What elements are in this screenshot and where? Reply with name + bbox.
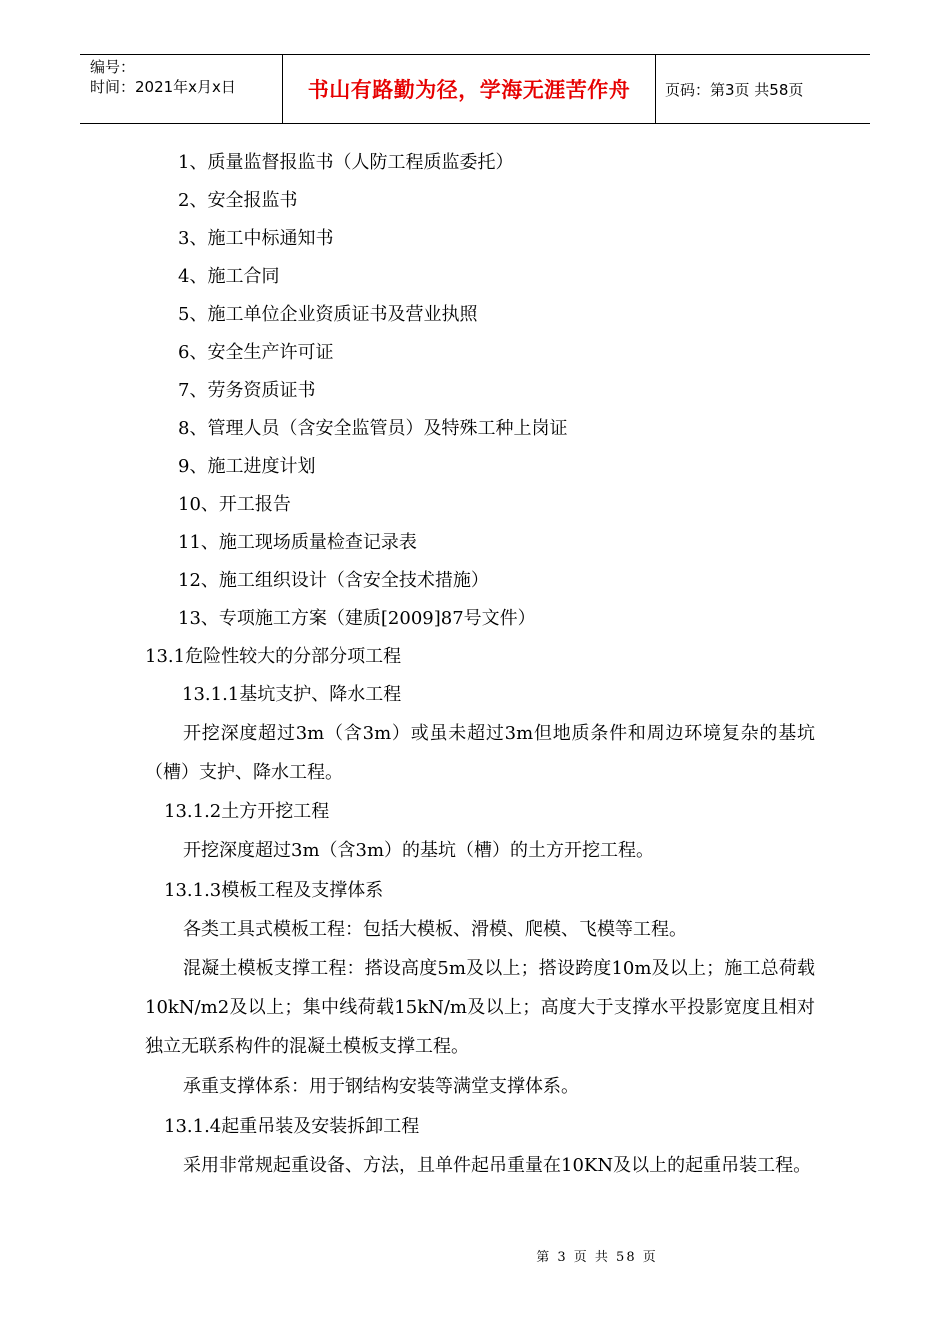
list-item: 9、施工进度计划 xyxy=(178,456,316,477)
list-item: 13、专项施工方案（建质[2009]87号文件） xyxy=(178,608,536,629)
paragraph: 承重支撑体系：用于钢结构安装等满堂支撑体系。 xyxy=(183,1076,579,1097)
section-heading: 13.1危险性较大的分部分项工程 xyxy=(145,646,402,667)
header-meta xyxy=(80,55,283,123)
list-item: 8、管理人员（含安全监管员）及特殊工种上岗证 xyxy=(178,418,568,439)
list-item: 12、施工组织设计（含安全技术措施） xyxy=(178,570,489,591)
paragraph: 各类工具式模板工程：包括大模板、滑模、爬模、飞模等工程。 xyxy=(183,919,687,940)
paragraph: 采用非常规起重设备、方法，且单件起吊重量在10KN及以上的起重吊装工程。 xyxy=(183,1155,812,1176)
paragraph: 开挖深度超过3m（含3m）或虽未超过3m但地质条件和周边环境复杂的基坑（槽）支护、降水工程。 xyxy=(145,723,815,783)
list-item: 6、安全生产许可证 xyxy=(178,342,334,363)
header-motto: 书山有路勤为径，学海无涯苦作舟 xyxy=(283,55,656,123)
date-label: 时间：2021年x月x日 xyxy=(90,78,236,96)
page-footer: 第 3 页 共 58 页 xyxy=(536,1250,658,1265)
list-item: 4、施工合同 xyxy=(178,266,280,287)
header-page-info: 页码：第3页 共58页 xyxy=(665,80,804,99)
page-header xyxy=(80,54,870,124)
paragraph: 开挖深度超过3m（含3m）的基坑（槽）的土方开挖工程。 xyxy=(183,840,655,861)
list-item: 5、施工单位企业资质证书及营业执照 xyxy=(178,304,478,325)
subsection-heading: 13.1.2土方开挖工程 xyxy=(164,801,330,822)
list-item: 3、施工中标通知书 xyxy=(178,228,334,249)
subsection-heading: 13.1.4起重吊装及安装拆卸工程 xyxy=(164,1116,420,1137)
paragraph: 混凝土模板支撑工程：搭设高度5m及以上；搭设跨度10m及以上；施工总荷载10kN/m2及以上；集中线荷载15kN/m及以上；高度大于支撑水平投影宽度且相对独立无联系构件的混凝土模板支撑工程。 xyxy=(145,958,815,1057)
list-item: 11、施工现场质量检查记录表 xyxy=(178,532,417,553)
list-item: 1、质量监督报监书（人防工程质监委托） xyxy=(178,152,514,173)
serial-number-label: 编号： xyxy=(90,58,136,76)
list-item: 7、劳务资质证书 xyxy=(178,380,316,401)
list-item: 2、安全报监书 xyxy=(178,190,298,211)
subsection-heading: 13.1.1基坑支护、降水工程 xyxy=(182,684,402,705)
subsection-heading: 13.1.3模板工程及支撑体系 xyxy=(164,880,384,901)
list-item: 10、开工报告 xyxy=(178,494,291,515)
